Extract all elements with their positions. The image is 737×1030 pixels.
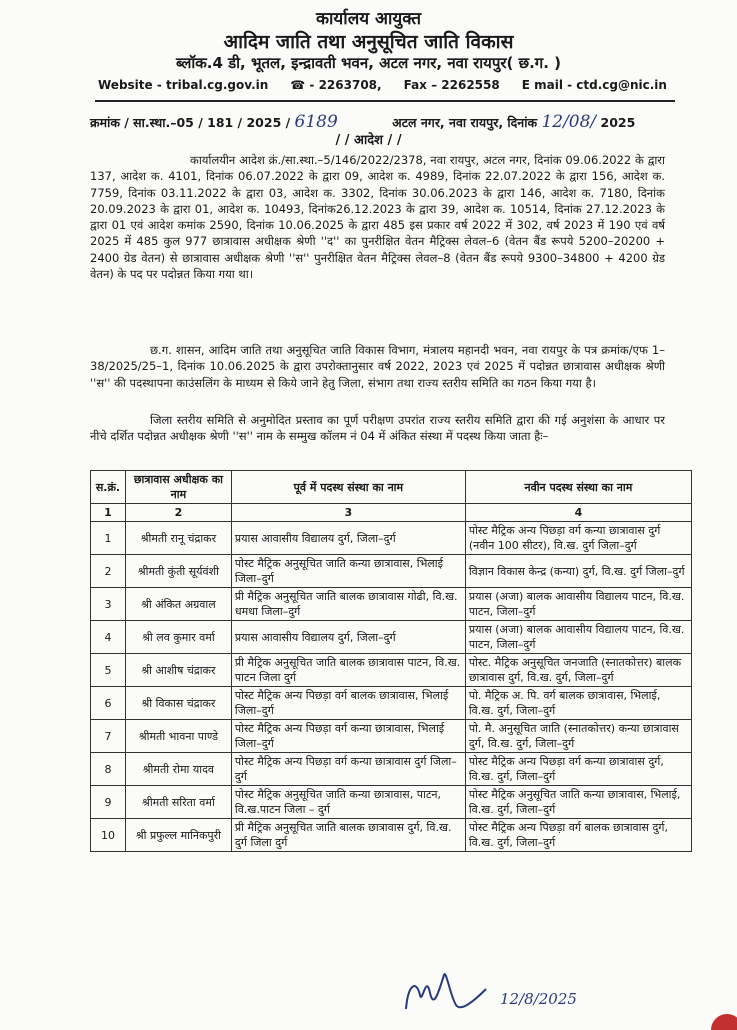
col-number: 2 xyxy=(125,504,231,522)
cell-serial: 1 xyxy=(91,522,126,555)
signature-mark xyxy=(400,965,490,1020)
phone: ☎ - 2263708, xyxy=(290,78,382,92)
paragraph-1 xyxy=(90,152,665,282)
cell-serial: 3 xyxy=(91,588,126,621)
cell-serial: 5 xyxy=(91,654,126,687)
handwritten-dispatch-number: 6189 xyxy=(294,112,338,132)
contact-line xyxy=(98,78,697,92)
col-number: 4 xyxy=(465,504,691,522)
table-row xyxy=(91,786,692,819)
reference-place: अटल नगर, नवा रायपुर, दिनांक xyxy=(392,115,538,130)
cell-previous-institution: पोस्ट मैट्रिक अन्य पिछड़ा वर्ग बालक छात्रावास, भिलाई जिला–दुर्ग xyxy=(231,687,465,720)
table-row xyxy=(91,555,692,588)
handwritten-date: 12/08/ xyxy=(541,112,597,132)
cell-previous-institution: पोस्ट मैट्रिक अन्य पिछड़ा वर्ग कन्या छात्रावास, भिलाई जिला–दुर्ग xyxy=(231,720,465,753)
cell-superintendent-name: श्रीमती सरिता वर्मा xyxy=(125,786,231,819)
cell-previous-institution: पोस्ट मैट्रिक अनुसूचित जाति कन्या छात्रावास, पाटन, वि.ख.पाटन जिला – दुर्ग xyxy=(231,786,465,819)
cell-new-institution: प्रयास (अजा) बालक आवासीय विद्यालय पाटन, वि.ख. पाटन, जिला–दुर्ग xyxy=(465,588,691,621)
reference-line xyxy=(90,112,667,132)
cell-superintendent-name: श्री प्रफुल्ल मानिकपुरी xyxy=(125,819,231,852)
cell-new-institution: पोस्ट मैट्रिक अन्य पिछड़ा वर्ग बालक छात्रावास दुर्ग, वि.ख. दुर्ग, जिला–दुर्ग xyxy=(465,819,691,852)
cell-previous-institution: पोस्ट मैट्रिक अनुसूचित जाति कन्या छात्रावास, भिलाई जिला–दुर्ग xyxy=(231,555,465,588)
reference-prefix: क्रमांक / सा.स्था.–05 / 181 / 2025 / xyxy=(90,115,291,130)
paragraph-3-text: जिला स्तरीय समिति से अनुमोदित प्रस्ताव का पूर्ण परीक्षण उपरांत राज्य स्तरीय समिति द्वारा की गई अनुशंसा के आधार पर नीचे दर्शित पदोन्नत अधीक्षक श्रेणी ''स'' नाम के सम्मुख कॉलम नं 04 में अंकित संस्था में पदस्थ किया जाता हैः– xyxy=(90,413,665,444)
cell-previous-institution: प्री मैट्रिक अनुसूचित जाति बालक छात्रावास पाटन, वि.ख. पाटन जिला दुर्ग xyxy=(231,654,465,687)
header-serial: स.क्रं. xyxy=(91,471,126,504)
order-title: / / आदेश / / xyxy=(335,133,402,148)
cell-serial: 7 xyxy=(91,720,126,753)
email[interactable]: E mail - ctd.cg@nic.in xyxy=(521,78,667,92)
table-row xyxy=(91,720,692,753)
paragraph-3 xyxy=(90,412,665,445)
table-row xyxy=(91,588,692,621)
cell-serial: 4 xyxy=(91,621,126,654)
table-body xyxy=(91,522,692,852)
cell-serial: 6 xyxy=(91,687,126,720)
paragraph-2-text: छ.ग. शासन, आदिम जाति तथा अनुसूचित जाति विकास विभाग, मंत्रालय महानदी भवन, नवा रायपुर के पत्र क्रमांक/एफ 1–38/2025/25–1, दिनांक 10.06.2025 के द्वारा उपरोक्तानुसार वर्ष 2022, 2023 एवं 2025 में पदोन्नत छात्रावास अधीक्षक श्रेणी ''स'' की पदस्थापना काउंसलिंग के माध्यम से किये जाने हेतु जिला, संभाग तथा राज्य स्तरीय समिति का गठन किया गया है। xyxy=(90,343,665,390)
table-row xyxy=(91,753,692,786)
cell-superintendent-name: श्री विकास चंद्राकर xyxy=(125,687,231,720)
fax: Fax – 2262558 xyxy=(403,78,500,92)
col-number: 1 xyxy=(91,504,126,522)
reference-year: 2025 xyxy=(600,115,636,130)
cell-new-institution: पो. मै. अनुसूचित जाति (स्नातकोत्तर) कन्या छात्रावास दुर्ग, वि.ख. दुर्ग, जिला–दुर्ग xyxy=(465,720,691,753)
cell-previous-institution: प्रयास आवासीय विद्यालय दुर्ग, जिला–दुर्ग xyxy=(231,621,465,654)
paragraph-1-text: कार्यालयीन आदेश क्रं./सा.स्था.–5/146/2022/2378, नवा रायपुर, अटल नगर, दिनांक 09.06.2022 के द्वारा 137, आदेश क. 4101, दिनांक 06.07.2022 के द्वारा 09, आदेश क. 4989, दिनांक 22.07.2022 के द्वारा 156, आदेश क. 7759, दिनांक 03.11.2022 के द्वारा 03, आदेश क. 3302, दिनांक 30.06.2023 के द्वारा 146, आदेश क. 7180, दिनांक 20.09.2023 के द्वारा 01, आदेश क. 10493, दिनांक26.12.2023 के द्वारा 39, आदेश क. 10514, दिनांक 27.12.2023 के द्वारा 01 एवं आदेश कमांक 2590, दिनांक 10.06.2025 के द्वारा 485 इस प्रकार वर्ष 2022 में 302, वर्ष 2023 में 190 एवं वर्ष 2025 में 485 कुल 977 छात्रावास अधीक्षक श्रेणी ''द'' का पुनरीक्षित वेतन मैट्रिक्स लेवल–6 (वेतन बैंड रूपये 5200–20200 + 2400 ग्रेड वेतन) से छात्रावास अधीक्षक श्रेणी ''स'' पुनरीक्षित वेतन मैट्रिक्स लेवल–8 (वेतन बैंड रूपये 9300–34800 + 4200 ग्रेड वेतन) के पद पर पदोन्नत किया गया था। xyxy=(90,153,665,282)
cell-serial: 9 xyxy=(91,786,126,819)
posting-table xyxy=(90,470,692,852)
table-row xyxy=(91,522,692,555)
office-title: कार्यालय आयुक्त xyxy=(315,9,422,29)
cell-new-institution: पोस्ट मैट्रिक अनुसूचित जाति कन्या छात्रावास, भिलाई, वि.ख. दुर्ग, जिला–दुर्ग xyxy=(465,786,691,819)
website[interactable]: Website - tribal.cg.gov.in xyxy=(98,78,269,92)
table-row xyxy=(91,654,692,687)
cell-previous-institution: पोस्ट मैट्रिक अन्य पिछड़ा वर्ग कन्या छात्रावास दुर्ग जिला–दुर्ग xyxy=(231,753,465,786)
cell-previous-institution: प्री मैट्रिक अनुसूचित जाति बालक छात्रावास गोढी, वि.ख. धमधा जिला–दुर्ग xyxy=(231,588,465,621)
header-name: छात्रावास अधीक्षक का नाम xyxy=(125,471,231,504)
table-row xyxy=(91,687,692,720)
cell-new-institution: पोस्ट मैट्रिक अन्य पिछड़ा वर्ग कन्या छात्रावास दुर्ग, वि.ख. दुर्ग, जिला–दुर्ग xyxy=(465,753,691,786)
cell-new-institution: पोस्ट. मैट्रिक अनुसूचित जनजाति (स्नातकोत्तर) बालक छात्रावास दुर्ग, वि.ख. दुर्ग, जिला–दुर्ग xyxy=(465,654,691,687)
cell-serial: 8 xyxy=(91,753,126,786)
header-previous-institution: पूर्व में पदस्थ संस्था का नाम xyxy=(231,471,465,504)
cell-new-institution: पो. मैट्रिक अ. पि. वर्ग बालक छात्रावास, भिलाई, वि.ख. दुर्ग, जिला–दुर्ग xyxy=(465,687,691,720)
cell-new-institution: विज्ञान विकास केन्द्र (कन्या) दुर्ग, वि.ख. दुर्ग जिला–दुर्ग xyxy=(465,555,691,588)
cell-superintendent-name: श्रीमती रोमा यादव xyxy=(125,753,231,786)
header-divider xyxy=(95,100,675,102)
department-title: आदिम जाति तथा अनुसूचित जाति विकास xyxy=(223,31,514,53)
table-row xyxy=(91,621,692,654)
signature-date: 12/8/2025 xyxy=(500,990,577,1008)
paragraph-2 xyxy=(90,342,665,391)
header-new-institution: नवीन पदस्थ संस्था का नाम xyxy=(465,471,691,504)
office-address: ब्लॉक.4 डी, भूतल, इन्द्रावती भवन, अटल नगर, नवा रायपुर( छ.ग. ) xyxy=(175,54,562,72)
cell-serial: 2 xyxy=(91,555,126,588)
cell-superintendent-name: श्रीमती भावना पाण्डे xyxy=(125,720,231,753)
cell-serial: 10 xyxy=(91,819,126,852)
cell-superintendent-name: श्री अंकित अग्रवाल xyxy=(125,588,231,621)
table-header-row xyxy=(91,471,692,504)
cell-new-institution: प्रयास (अजा) बालक आवासीय विद्यालय पाटन, वि.ख. पाटन, जिला–दुर्ग xyxy=(465,621,691,654)
col-number: 3 xyxy=(231,504,465,522)
seal-stamp-fragment xyxy=(711,1014,737,1030)
table-row xyxy=(91,819,692,852)
cell-superintendent-name: श्रीमती कुंती सूर्यवंशी xyxy=(125,555,231,588)
cell-superintendent-name: श्री आशीष चंद्राकर xyxy=(125,654,231,687)
cell-superintendent-name: श्रीमती रानू चंद्राकर xyxy=(125,522,231,555)
cell-previous-institution: प्री मैट्रिक अनुसूचित जाति बालक छात्रावास दुर्ग, वि.ख. दुर्ग जिला दुर्ग xyxy=(231,819,465,852)
cell-new-institution: पोस्ट मैट्रिक अन्य पिछड़ा वर्ग कन्या छात्रावास दुर्ग (नवीन 100 सीटर), वि.ख. दुर्ग जिला–दुर्ग xyxy=(465,522,691,555)
table-column-number-row xyxy=(91,504,692,522)
cell-superintendent-name: श्री लव कुमार वर्मा xyxy=(125,621,231,654)
cell-previous-institution: प्रयास आवासीय विद्यालय दुर्ग, जिला–दुर्ग xyxy=(231,522,465,555)
